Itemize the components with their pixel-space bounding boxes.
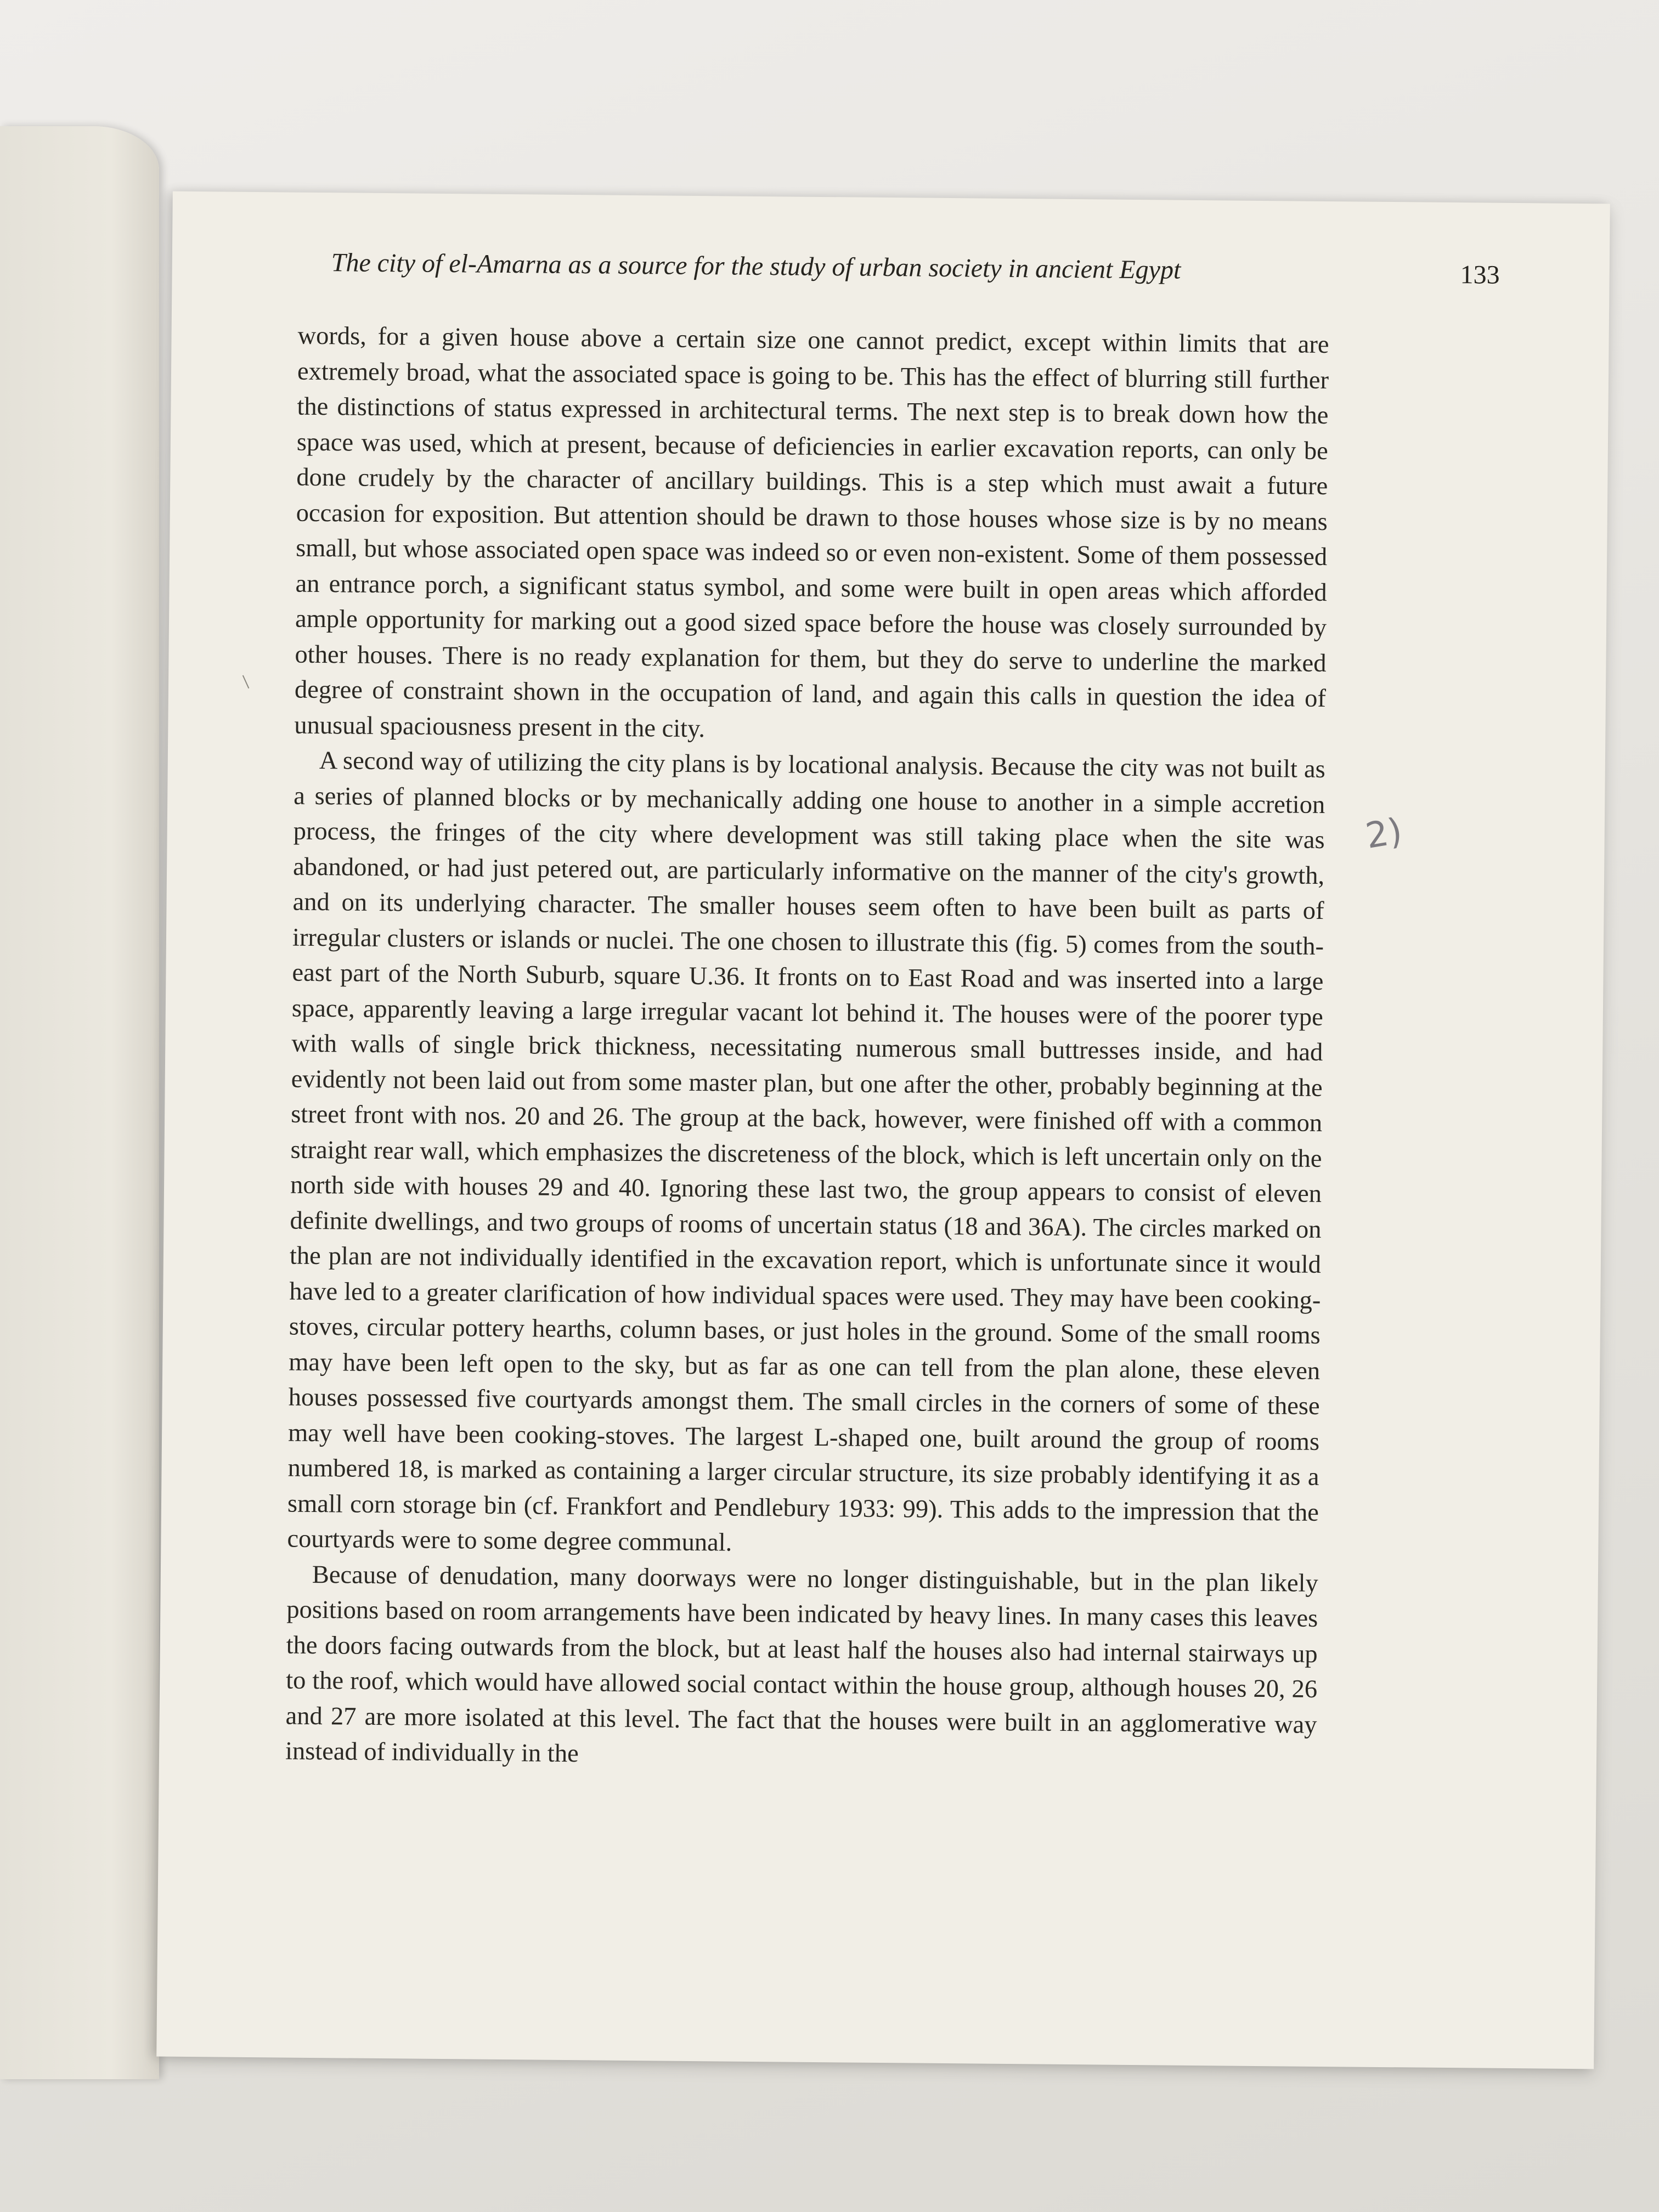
book-page [156,191,1610,2069]
page-header [331,247,1500,302]
paragraph-3: Because of denudation, many doorways were no longer distinguishable, but in the plan likely positions based on room arrangements have been indicated by heavy lines. In many cases this leaves the doors facing outwards from the block, but at least half the houses also had internal stairways up to the roof, which would have allowed social contact within the house group, although houses 20, 26 and 27 are more isolated at this level. The fact that the houses were built in an agglomerative way instead of individually in the [285,1560,1319,1768]
paragraph-1: words, for a given house above a certain size one cannot predict, except within limits that are extremely broad, what the associated space is going to be. This has the effect of blurring still further the distinctions of status expressed in architectural terms. The next step is to break down how the space was used, which at present, because of deficiencies in earlier excavation reports, can only be done crudely by the character of ancillary buildings. This is a step which must await a future occasion for exposition. But attention should be drawn to those houses whose size is by no means small, but whose associated open space was indeed so or even non-existent. Some of them possessed an entrance porch, a significant status symbol, and some were built in open areas which afforded ample opportunity for marking out a good sized space before the house was closely surrounded by other houses. There is no ready explanation for them, but they do serve to underline the marked degree of constraint shown in the occupation of land, and again this calls in question the idea of unusual spaciousness present in the city. [294,321,1329,743]
handwritten-margin-note: 2) [1363,811,1406,857]
paragraph-2: A second way of utilizing the city plans is by locational analysis. Because the city was not built as a series of planned blocks or by mechanically adding one house to another in a simple accretion process, the fringes of the city where development was still taking place when the site was abandoned, or had just petered out, are particularly informative on the manner of the city's growth, and on its underlying character. The smaller houses seem often to have been built as parts of irregular clusters or islands or nuclei. The one chosen to illustrate this (fig. 5) comes from the south-east part of the North Suburb, square U.36. It fronts on to East Road and was inserted into a large space, apparently leaving a large irregular vacant lot behind it. The houses were of the poorer type with walls of single brick thickness, necessitating numerous small buttresses inside, and had evidently not been laid out from some master plan, but one after the other, probably beginning at the street front with nos. 20 and 26. The group at the back, however, were finished off with a common straight rear wall, which emphasizes the discreteness of the block, which is left uncertain only on the north side with houses 29 and 40. Ignoring these last two, the group appears to consist of eleven definite dwellings, and two groups of rooms of uncertain status (18 and 36A). The circles marked on the plan are not individually identified in the excavation report, which is unfortunate since it would have led to a greater clarification of how individual spaces were used. They may have been cooking-stoves, circular pottery hearths, column bases, or just holes in the ground. Some of the small rooms may have been left open to the sky, but as far as one can tell from the plan alone, these eleven houses possessed five courtyards amongst them. The small circles in the corners of some of these may well have been cooking-stoves. The largest L-shaped one, built around the group of rooms numbered 18, is marked as containing a larger circular structure, its size probably identifying it as a small corn storage bin (cf. Frankfort and Pendlebury 1933: 99). This adds to the impression that the courtyards were to some degree communal. [287,747,1325,1557]
stray-pencil-mark [242,675,250,689]
page-number: 133 [1460,260,1500,290]
facing-page [0,126,159,2079]
running-title: The city of el-Amarna as a source for the study of urban society in ancient Egypt [331,248,1181,285]
body-text [285,319,1329,1779]
